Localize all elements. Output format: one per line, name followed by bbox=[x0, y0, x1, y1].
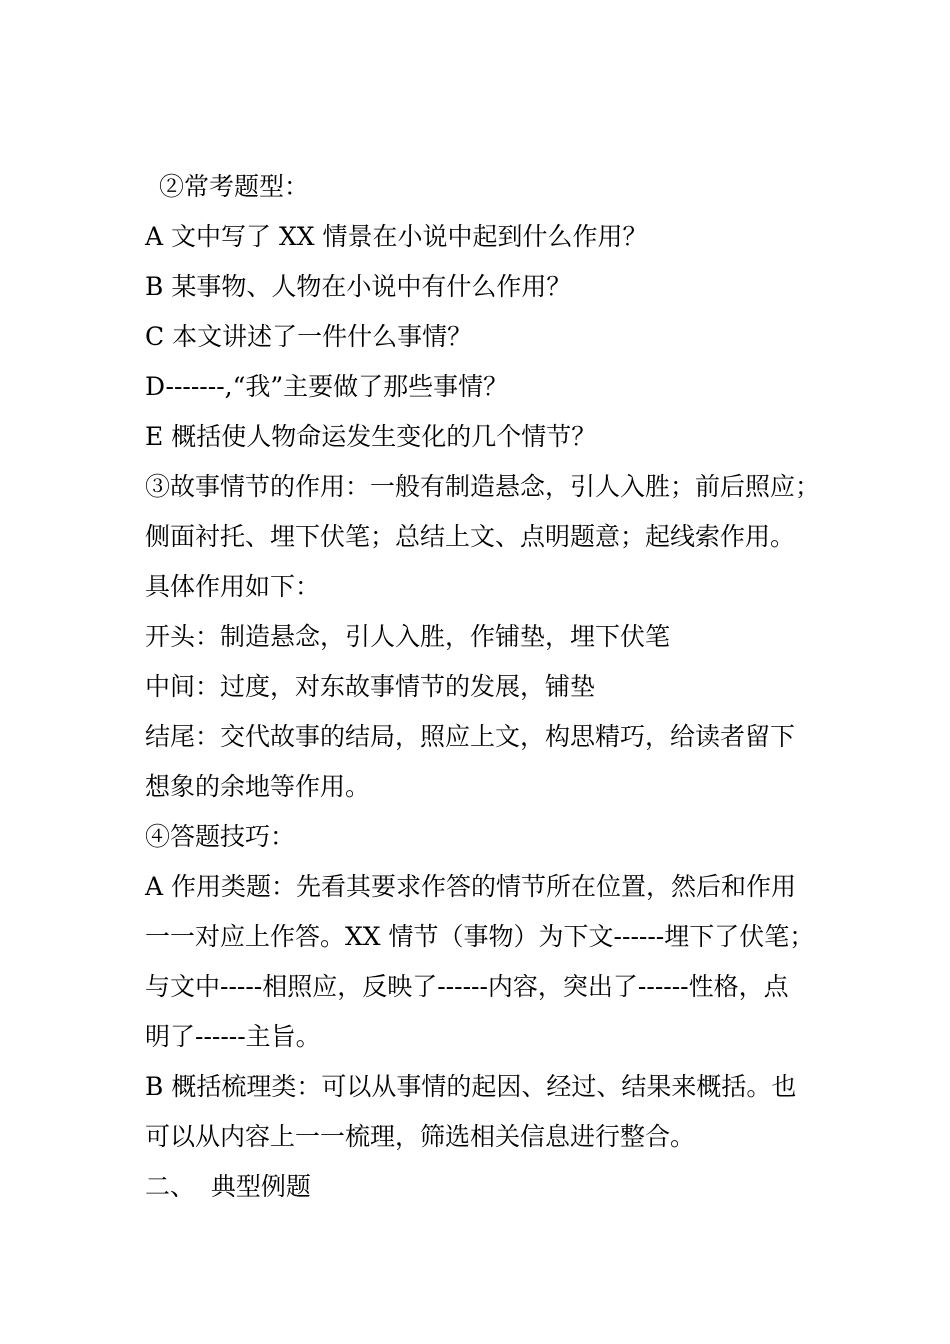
subheading-common-question-types: ②常考题型： bbox=[159, 172, 310, 201]
tip-a-line-3: 与文中-----相照应，反映了------内容，突出了------性格，点 bbox=[145, 972, 789, 1001]
question-type-a: A 文中写了 XX 情景在小说中起到什么作用？ bbox=[145, 222, 648, 251]
section-heading-typical-examples: 二、 典型例题 bbox=[145, 1172, 311, 1201]
answer-tips-heading: ④答题技巧： bbox=[145, 822, 296, 851]
function-middle: 中间：过度，对东故事情节的发展，铺垫 bbox=[145, 672, 596, 701]
question-type-d: D-------,“我”主要做了那些事情？ bbox=[145, 372, 509, 401]
tip-a-line-4: 明了------主旨。 bbox=[145, 1022, 321, 1051]
question-type-b: B 某事物、人物在小说中有什么作用？ bbox=[145, 272, 572, 301]
function-opening: 开头：制造悬念，引人入胜，作铺垫，埋下伏笔 bbox=[145, 622, 671, 651]
tip-a-line-1: A 作用类题：先看其要求作答的情节所在位置，然后和作用 bbox=[145, 872, 797, 901]
function-ending-continued: 想象的余地等作用。 bbox=[145, 772, 371, 801]
question-type-e: E 概括使人物命运发生变化的几个情节？ bbox=[145, 422, 597, 451]
tip-a-line-2: 一一对应上作答。XX 情节（事物）为下文------埋下了伏笔； bbox=[145, 922, 815, 951]
function-ending: 结尾：交代故事的结局，照应上文，构思精巧，给读者留下 bbox=[145, 722, 796, 751]
question-type-c: C 本文讲述了一件什么事情？ bbox=[145, 322, 473, 351]
plot-function-continued: 侧面衬托、埋下伏笔；总结上文、点明题意；起线索作用。 bbox=[145, 522, 796, 551]
plot-function-heading: ③故事情节的作用：一般有制造悬念，引人入胜；前后照应； bbox=[145, 472, 821, 501]
tip-b-line-1: B 概括梳理类：可以从事情的起因、经过、结果来概括。也 bbox=[145, 1072, 797, 1101]
document-body bbox=[145, 162, 821, 1212]
tip-b-line-2: 可以从内容上一一梳理，筛选相关信息进行整合。 bbox=[145, 1122, 696, 1151]
specific-functions-label: 具体作用如下： bbox=[145, 572, 321, 601]
